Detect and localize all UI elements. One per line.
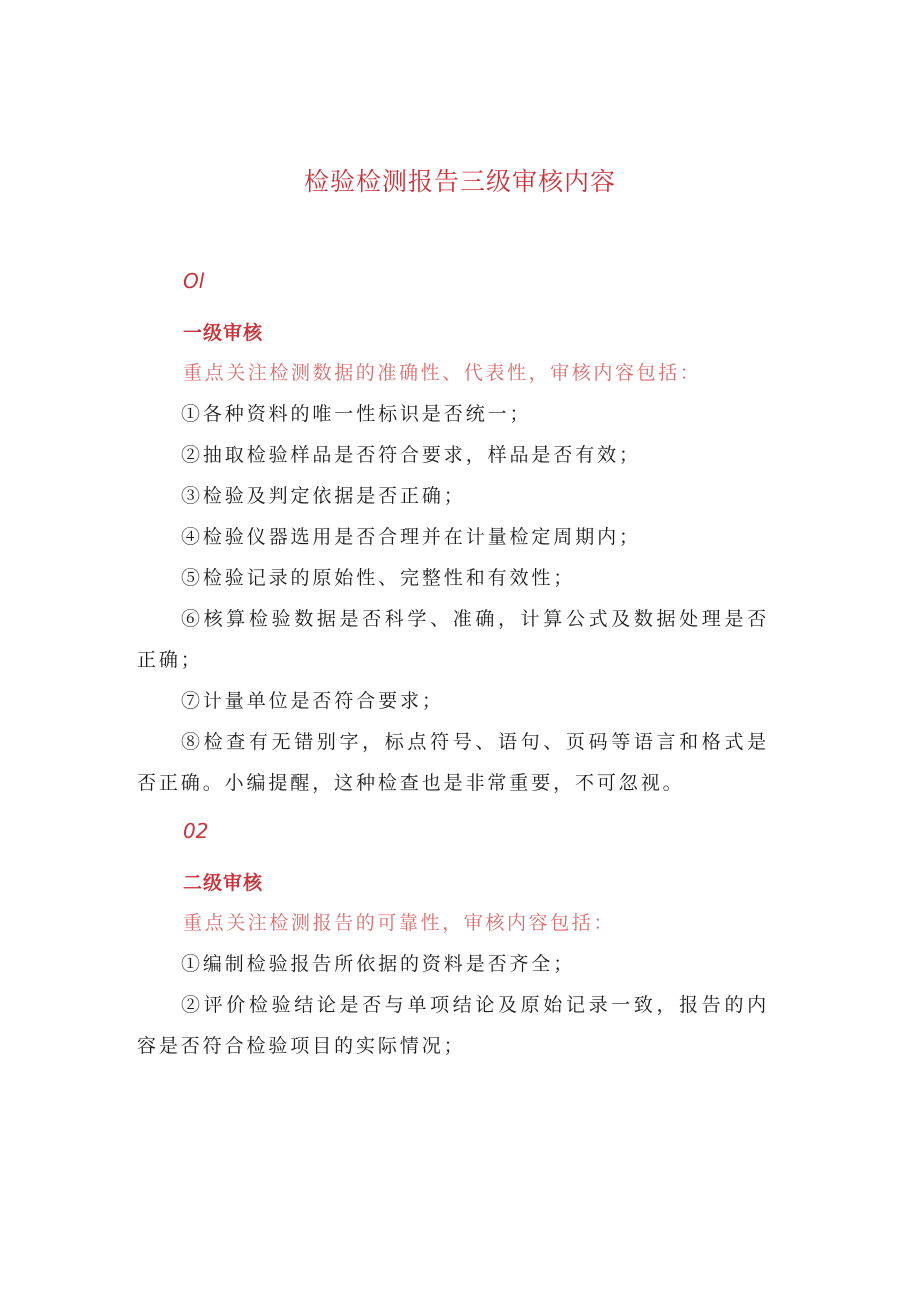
section-heading: 一级审核 [183, 322, 264, 344]
document-body [137, 262, 769, 1067]
list-item: ⑦计量单位是否符合要求； [181, 690, 444, 712]
section-number: Ol [183, 269, 205, 293]
list-item: ②抽取检验样品是否符合要求，样品是否有效； [181, 444, 641, 466]
section-intro: 重点关注检测数据的准确性、代表性，审核内容包括： [183, 362, 702, 384]
section-level-two [137, 812, 769, 1067]
section-level-one [137, 262, 769, 804]
list-item: ⑥核算检验数据是否科学、准确，计算公式及数据处理是否正确； [137, 608, 769, 671]
list-item: ①编制检验报告所依据的资料是否齐全； [181, 953, 576, 975]
document-title: 检验检测报告三级审核内容 [303, 167, 616, 196]
list-item: ⑧检查有无错别字，标点符号、语句、页码等语言和格式是否正确。小编提醒，这种检查也是非常重要，不可忽视。 [137, 731, 769, 794]
list-item: ②评价检验结论是否与单项结论及原始记录一致，报告的内容是否符合检验项目的实际情况； [137, 994, 769, 1057]
list-item: ①各种资料的唯一性标识是否统一； [181, 403, 532, 425]
list-item: ③检验及判定依据是否正确； [181, 485, 466, 507]
section-number: 02 [183, 819, 209, 843]
list-item: ⑤检验记录的原始性、完整性和有效性； [181, 567, 576, 589]
list-item: ④检验仪器选用是否合理并在计量检定周期内； [181, 526, 641, 548]
section-heading: 二级审核 [183, 872, 264, 894]
section-intro: 重点关注检测报告的可靠性，审核内容包括： [183, 912, 616, 934]
